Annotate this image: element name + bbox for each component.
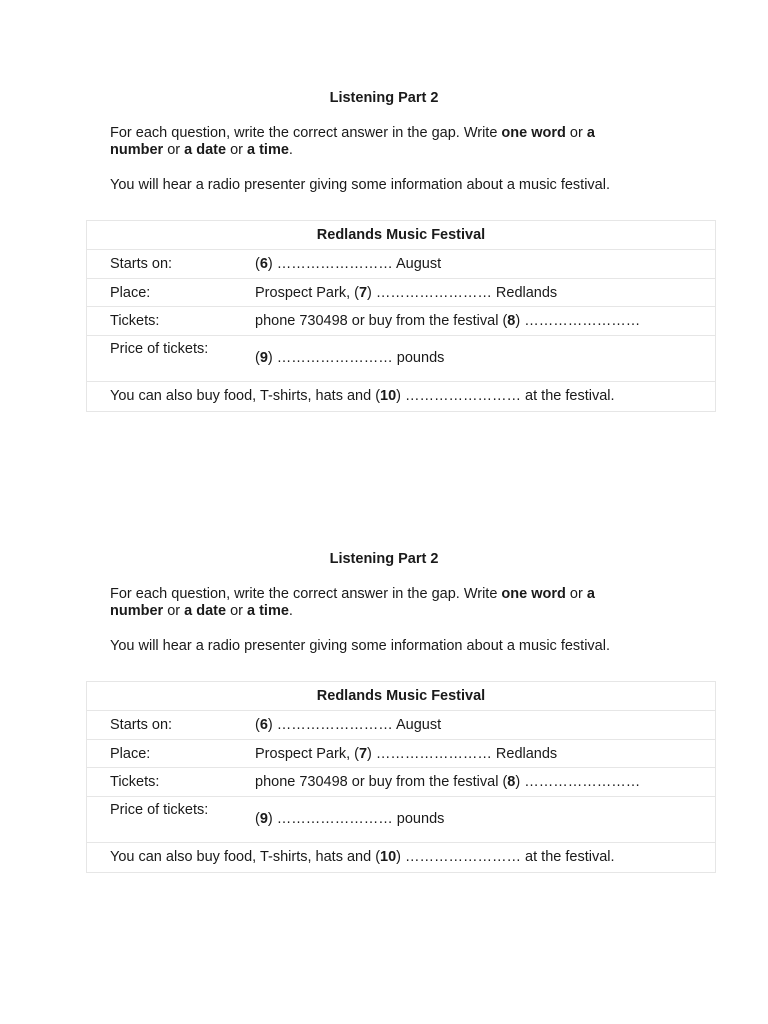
table-row <box>87 336 715 382</box>
instructions <box>110 125 640 159</box>
instr-bold: a number <box>110 586 595 619</box>
instr-bold: a date <box>184 142 227 158</box>
row-label: Place: <box>110 284 151 301</box>
instr-text: . <box>288 142 293 158</box>
value-text: ) …………………… August <box>267 256 442 272</box>
row-label: Place: <box>110 745 151 762</box>
value-text: phone 730498 or buy from the festival ( <box>255 774 508 790</box>
value-text: ) …………………… Redlands <box>367 284 558 301</box>
row-label: Starts on: <box>110 256 173 272</box>
value-text: ( <box>255 256 260 272</box>
row-label: Tickets: <box>110 774 160 790</box>
table-heading: Redlands Music Festival <box>316 227 486 243</box>
table-heading-row <box>87 682 715 711</box>
value-text: phone 730498 or buy from the festival ( <box>255 313 508 329</box>
value-text: Prospect Park, ( <box>255 284 359 301</box>
question-number: 8 <box>507 774 516 790</box>
instr-text: or <box>565 125 587 141</box>
context-text: You will hear a radio presenter giving some information about a music festival. <box>110 638 610 654</box>
row-label: Starts on: <box>110 717 173 733</box>
table-row <box>87 279 715 308</box>
value-text: ) …………………… pounds <box>267 349 445 366</box>
table-row <box>87 768 715 797</box>
question-number: 9 <box>259 810 268 827</box>
instr-bold: one word <box>501 586 566 602</box>
instr-text: For each question, write the correct answer in the gap. Write <box>110 586 502 602</box>
instr-bold: a date <box>184 603 227 619</box>
row-value <box>255 811 444 827</box>
row-value <box>255 746 557 762</box>
instr-text: or <box>163 142 185 158</box>
question-number: 10 <box>380 387 397 404</box>
row-label: Tickets: <box>110 313 160 329</box>
instr-bold: one word <box>501 125 566 141</box>
festival-table <box>86 681 716 873</box>
row-value <box>255 285 557 301</box>
row-label: Price of tickets: <box>110 801 209 818</box>
row-value <box>110 849 615 865</box>
row-value <box>255 350 444 366</box>
question-number: 6 <box>259 256 268 272</box>
instr-text: or <box>226 142 247 158</box>
question-number: 8 <box>507 313 516 329</box>
row-value <box>255 717 441 733</box>
instr-text: For each question, write the correct answer in the gap. Write <box>110 125 502 141</box>
table-row <box>87 797 715 843</box>
question-number: 9 <box>259 349 268 366</box>
value-text: Prospect Park, ( <box>255 745 359 762</box>
table-row <box>87 382 715 411</box>
instr-bold: a number <box>110 125 595 158</box>
section-title: Listening Part 2 <box>329 90 439 106</box>
table-row <box>87 843 715 872</box>
question-number: 7 <box>358 284 368 301</box>
value-text: ( <box>255 349 260 366</box>
festival-table <box>86 220 716 412</box>
question-number: 7 <box>358 745 368 762</box>
table-row <box>87 711 715 740</box>
value-text: ) …………………… <box>515 313 641 329</box>
table-heading: Redlands Music Festival <box>316 688 486 704</box>
row-value <box>255 774 640 790</box>
row-value <box>255 256 441 272</box>
value-text: ( <box>255 717 260 733</box>
table-row <box>87 307 715 336</box>
context-text: You will hear a radio presenter giving some information about a music festival. <box>110 177 610 193</box>
value-text: ) …………………… Redlands <box>367 745 558 762</box>
value-text: You can also buy food, T-shirts, hats and ( <box>110 387 381 404</box>
row-value <box>110 388 615 404</box>
table-row <box>87 250 715 279</box>
instr-text: or <box>565 586 587 602</box>
value-text: ( <box>255 810 260 827</box>
value-text: ) …………………… pounds <box>267 810 445 827</box>
value-text: You can also buy food, T-shirts, hats and ( <box>110 848 381 865</box>
value-text: ) …………………… <box>515 774 641 790</box>
value-text: ) …………………… August <box>267 717 442 733</box>
question-number: 10 <box>380 848 397 865</box>
section-title: Listening Part 2 <box>329 551 439 567</box>
instr-text: . <box>288 603 293 619</box>
instr-text: or <box>226 603 247 619</box>
question-number: 6 <box>259 717 268 733</box>
instr-bold: a time <box>247 603 289 619</box>
value-text: ) …………………… at the festival. <box>396 848 615 865</box>
instr-bold: a time <box>247 142 289 158</box>
table-row <box>87 740 715 769</box>
row-value <box>255 313 640 329</box>
table-heading-row <box>87 221 715 250</box>
row-label: Price of tickets: <box>110 340 209 357</box>
instr-text: or <box>163 603 185 619</box>
instructions <box>110 586 640 620</box>
value-text: ) …………………… at the festival. <box>396 387 615 404</box>
